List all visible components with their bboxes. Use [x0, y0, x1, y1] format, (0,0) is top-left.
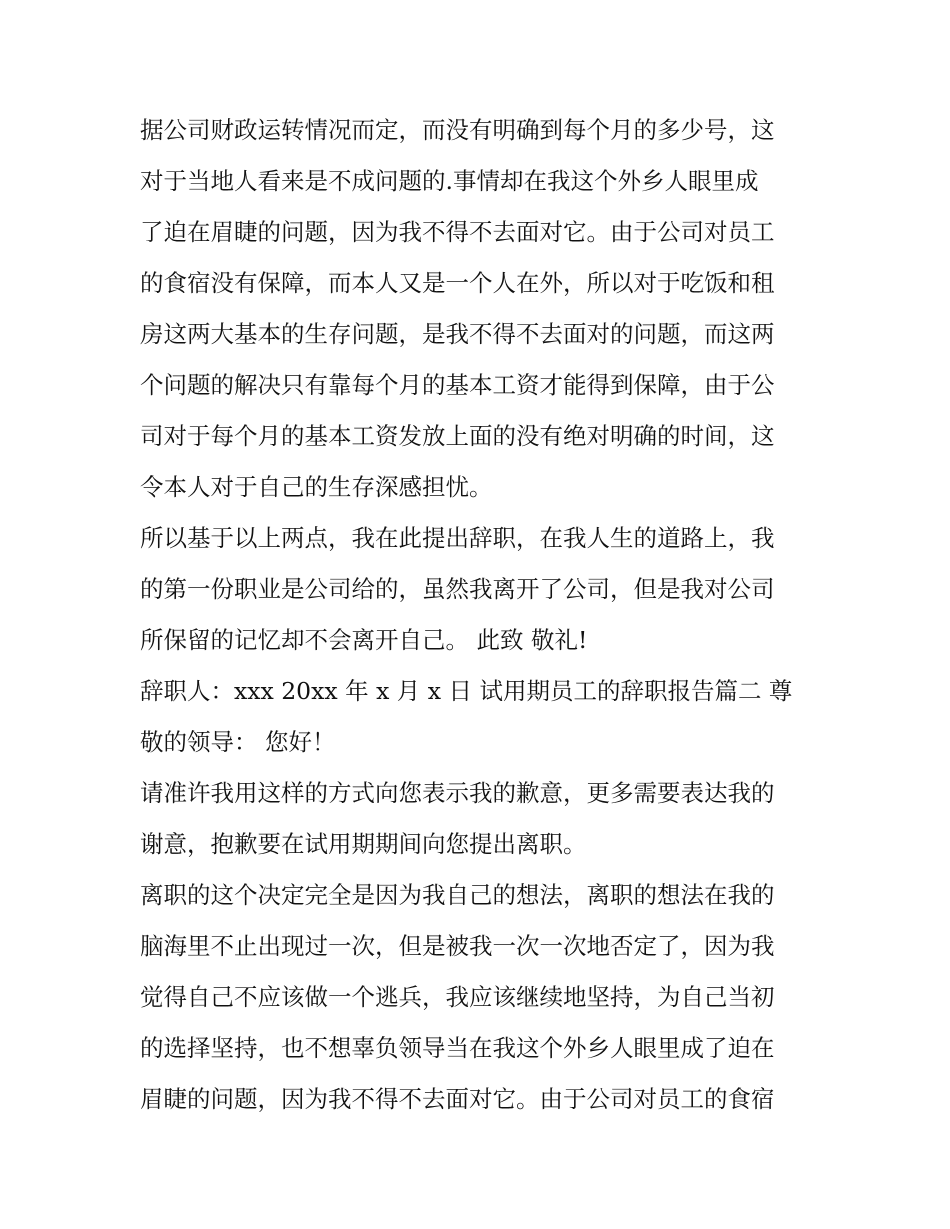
text-line: 辞职人：xxx 20xx 年 x 月 x 日 试用期员工的辞职报告篇二 尊 [140, 677, 793, 705]
text-line: 离职的这个决定完全是因为我自己的想法，离职的想法在我的 [140, 881, 775, 909]
text-line: 司对于每个月的基本工资发放上面的没有绝对明确的时间，这 [140, 422, 775, 450]
text-line: 敬的领导： 您好！ [140, 728, 336, 756]
text-line: 请准许我用这样的方式向您表示我的歉意，更多需要表达我的 [140, 779, 775, 807]
text-line: 个问题的解决只有靠每个月的基本工资才能得到保障，由于公 [140, 371, 775, 399]
text-line: 的食宿没有保障，而本人又是一个人在外，所以对于吃饭和租 [140, 269, 775, 297]
text-line: 的第一份职业是公司给的，虽然我离开了公司，但是我对公司 [140, 575, 775, 603]
document-body [140, 105, 820, 1125]
text-line: 的选择坚持，也不想辜负领导当在我这个外乡人眼里成了迫在 [140, 1034, 775, 1062]
text-line: 对于当地人看来是不成问题的.事情却在我这个外乡人眼里成 [140, 167, 759, 195]
text-line: 房这两大基本的生存问题，是我不得不去面对的问题，而这两 [140, 320, 775, 348]
text-line: 所以基于以上两点，我在此提出辞职，在我人生的道路上，我 [140, 524, 775, 552]
text-line: 了迫在眉睫的问题，因为我不得不去面对它。由于公司对员工 [140, 218, 775, 246]
text-line: 据公司财政运转情况而定，而没有明确到每个月的多少号，这 [140, 116, 775, 144]
text-line: 所保留的记忆却不会离开自己。 此致 敬礼! [140, 626, 588, 654]
text-line: 令本人对于自己的生存深感担忧。 [140, 473, 493, 501]
text-line: 谢意，抱歉要在试用期期间向您提出离职。 [140, 830, 587, 858]
text-line: 脑海里不止出现过一次，但是被我一次一次地否定了，因为我 [140, 932, 775, 960]
text-line: 眉睫的问题，因为我不得不去面对它。由于公司对员工的食宿 [140, 1085, 775, 1113]
text-line: 觉得自己不应该做一个逃兵，我应该继续地坚持，为自己当初 [140, 983, 775, 1011]
